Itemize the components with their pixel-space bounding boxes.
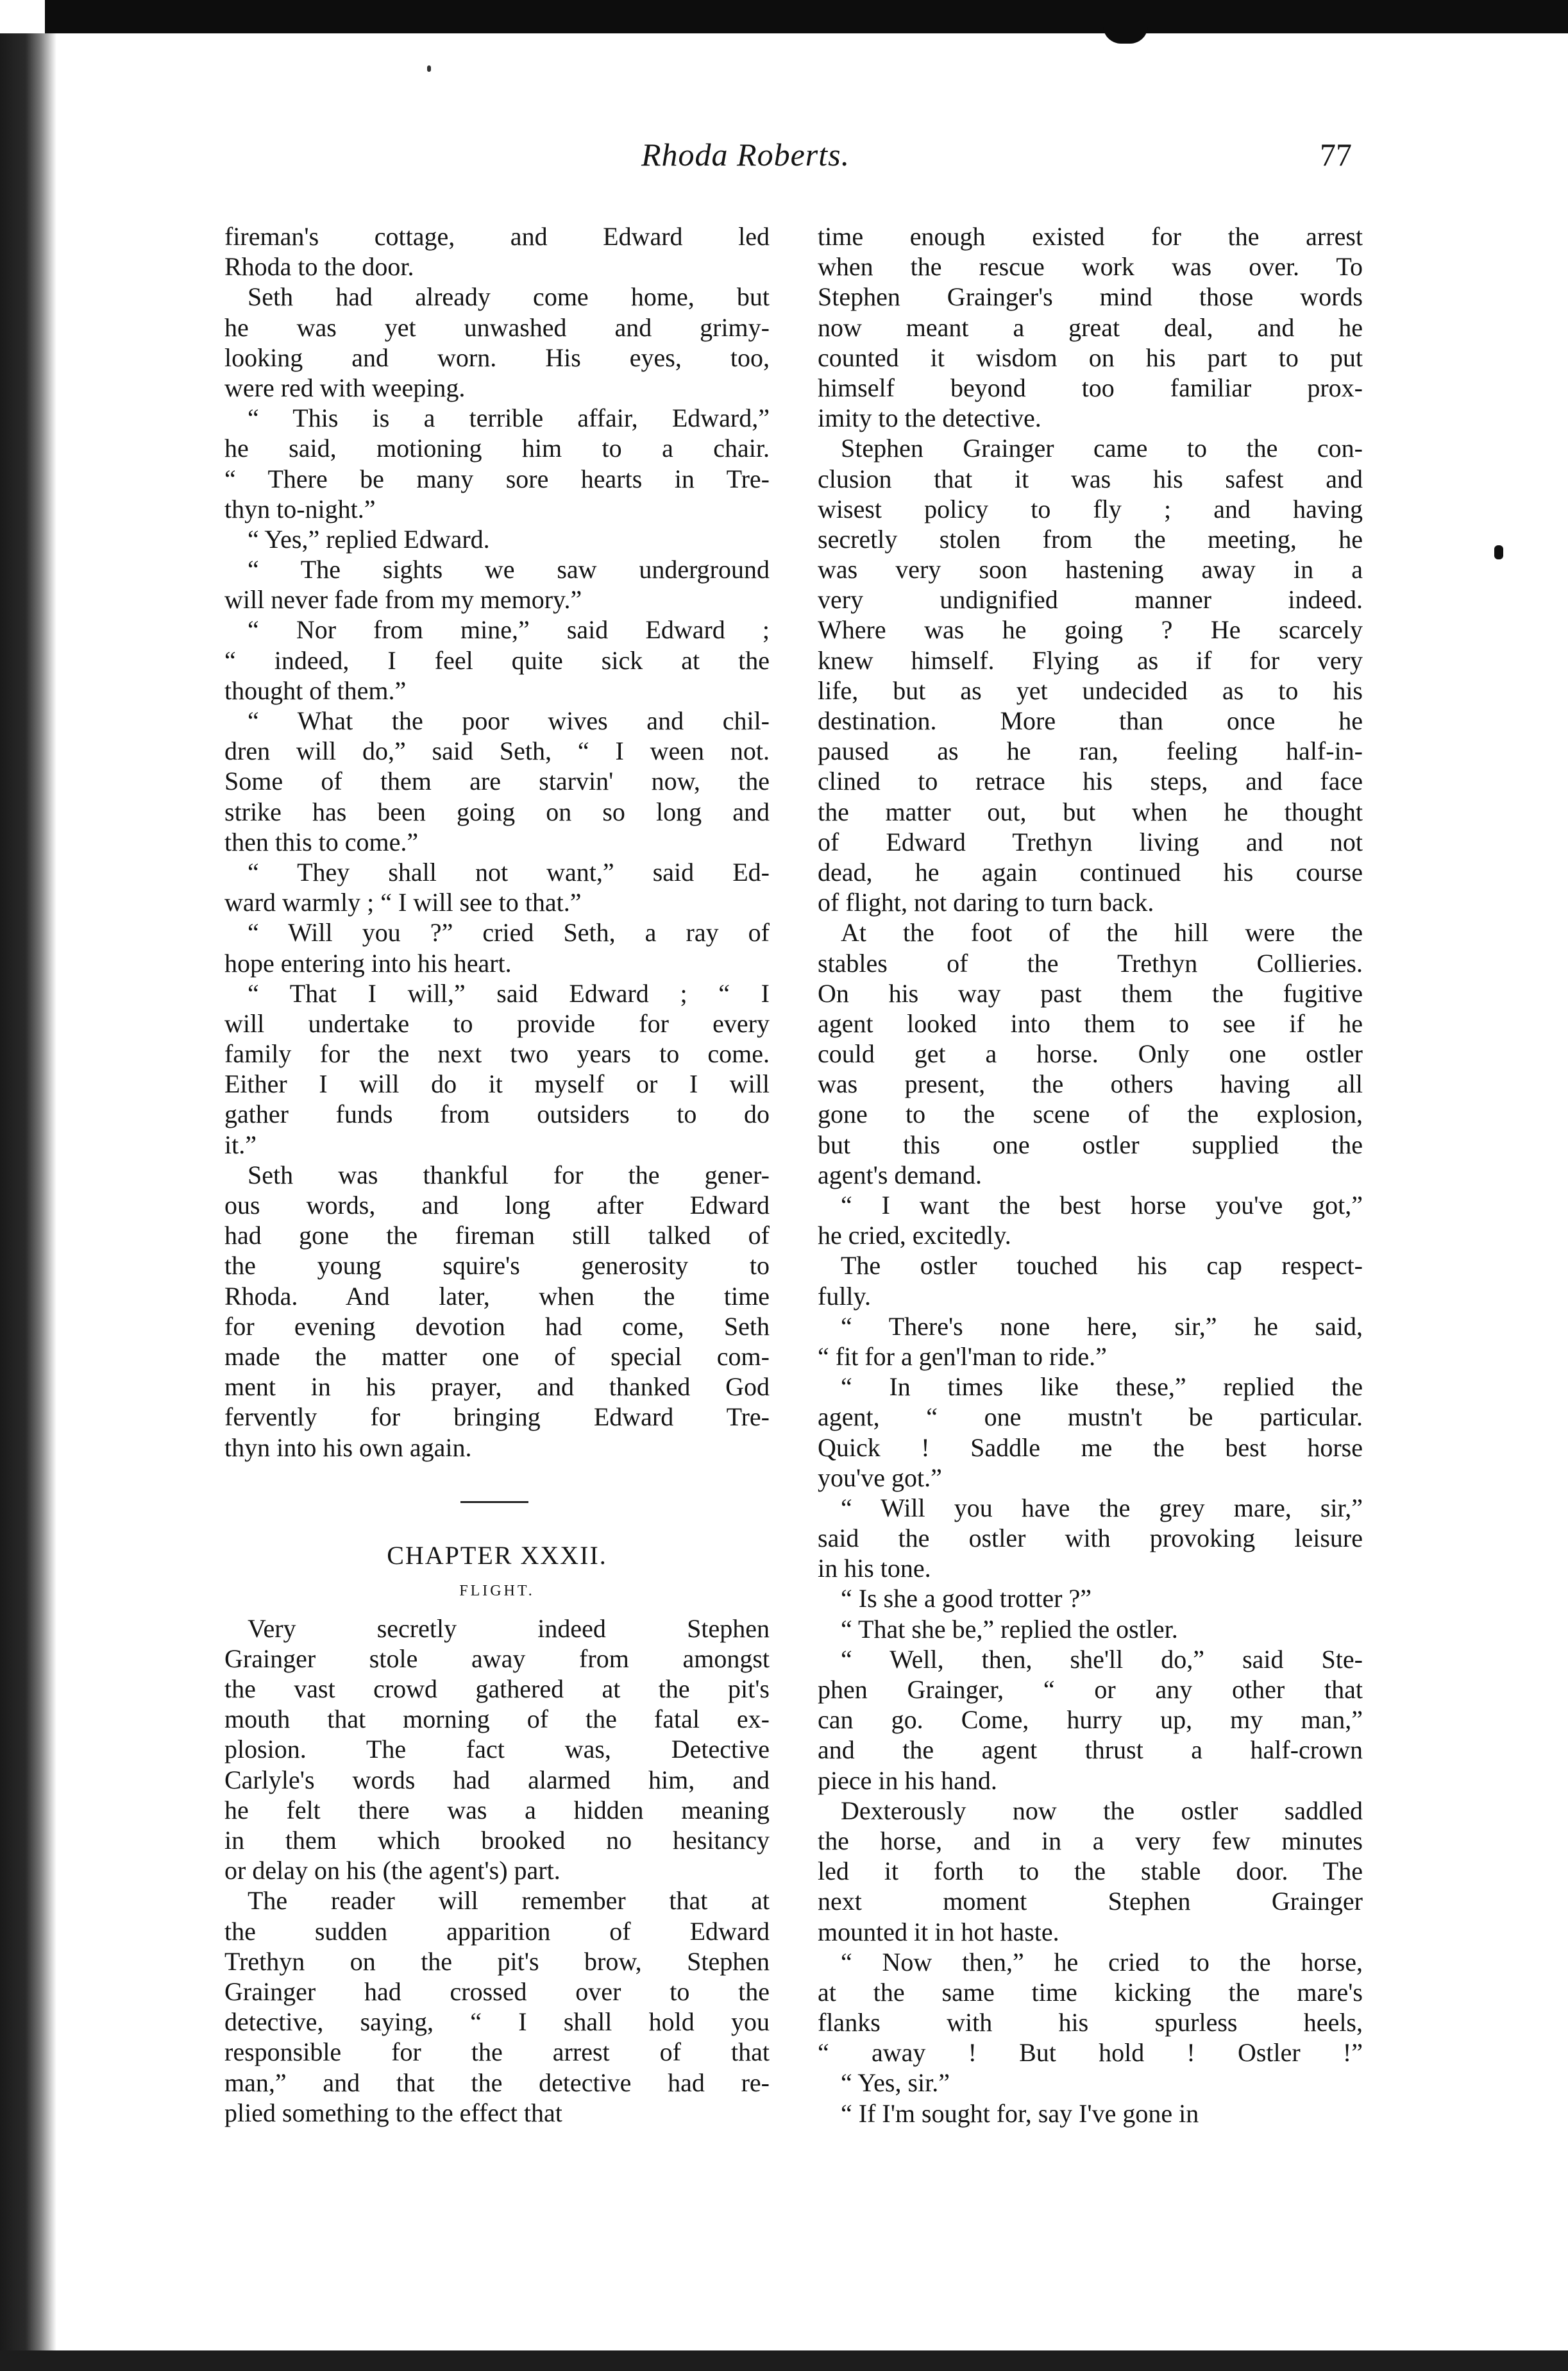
text-line: had gone the fireman still talked of	[224, 1221, 770, 1250]
text-line: when the rescue work was over. To	[818, 252, 1363, 282]
text-line: gone to the scene of the explosion,	[818, 1100, 1363, 1129]
scan-binding-shadow	[0, 33, 58, 2371]
text-line: could get a horse. Only one ostler	[818, 1039, 1363, 1069]
text-line: you've got.”	[818, 1463, 942, 1492]
text-line: he felt there was a hidden meaning	[224, 1795, 770, 1824]
text-line: dead, he again continued his course	[818, 857, 1363, 887]
text-line: clined to retrace his steps, and face	[818, 767, 1363, 796]
text-line: fireman's cottage, and Edward led	[224, 222, 770, 251]
running-head	[0, 136, 1568, 194]
text-line: man,” and that the detective had re-	[224, 2068, 770, 2097]
text-line: Dexterously now the ostler saddled	[841, 1796, 1363, 1825]
scan-top-border	[45, 0, 1568, 33]
text-line: it.”	[224, 1130, 257, 1159]
text-line: thought of them.”	[224, 676, 407, 705]
text-line: “ Will you have the grey mare, sir,”	[841, 1493, 1363, 1522]
left-column	[224, 221, 770, 2128]
ink-speck	[1494, 545, 1503, 559]
text-line: wisest policy to fly ; and having	[818, 494, 1363, 523]
text-line: At the foot of the hill were the	[841, 918, 1363, 948]
text-line: “ Yes, sir.”	[841, 2068, 950, 2098]
text-line: “ In times like these,” replied the	[841, 1372, 1363, 1402]
text-line: fervently for bringing Edward Tre-	[224, 1402, 770, 1432]
text-line: Some of them are starvin' now, the	[224, 767, 770, 796]
text-line: clusion that it was his safest and	[818, 464, 1363, 493]
text-line: the horse, and in a very few minutes	[818, 1826, 1363, 1855]
text-line: “ fit for a gen'l'man to ride.”	[818, 1341, 1107, 1371]
text-line: said the ostler with provoking leisure	[818, 1524, 1363, 1553]
text-line: then this to come.”	[224, 827, 419, 856]
text-line: agent, “ one mustn't be particular.	[818, 1402, 1363, 1432]
text-line: counted it wisdom on his part to put	[818, 343, 1363, 372]
text-line: responsible for the arrest of that	[224, 2037, 770, 2067]
text-line: Stephen Grainger came to the con-	[841, 434, 1363, 463]
text-line: Carlyle's words had alarmed him, and	[224, 1765, 770, 1794]
text-line: imity to the detective.	[818, 404, 1041, 433]
text-line: dren will do,” said Seth, “ I ween not.	[224, 736, 770, 766]
text-line: he cried, excitedly.	[818, 1221, 1011, 1250]
text-line: “ If I'm sought for, say I've gone in	[841, 2098, 1199, 2128]
text-line: thyn into his own again.	[224, 1432, 472, 1462]
text-line: “ What the poor wives and chil-	[248, 706, 770, 735]
text-line: Seth was thankful for the gener-	[248, 1160, 770, 1189]
text-line: plosion. The fact was, Detective	[224, 1735, 770, 1764]
text-line: will never fade from my memory.”	[224, 585, 582, 615]
text-line: Grainger had crossed over to the	[224, 1976, 770, 2006]
text-line: “ Now then,” he cried to the horse,	[841, 1947, 1363, 1976]
text-line: agent's demand.	[818, 1160, 982, 1189]
scan-top-mark	[1103, 26, 1148, 44]
left-column-text	[224, 221, 770, 1463]
text-line: agent looked into them to see if he	[818, 1008, 1363, 1038]
ink-speck-small	[427, 65, 431, 72]
text-line: The reader will remember that at	[248, 1886, 770, 1916]
text-line: “ Yes,” replied Edward.	[248, 524, 490, 554]
text-line: Where was he going ? He scarcely	[818, 615, 1363, 645]
text-line: phen Grainger, “ or any other that	[818, 1675, 1363, 1704]
text-line: he said, motioning him to a chair.	[224, 434, 770, 463]
text-line: “ away ! But hold ! Ostler !”	[818, 2038, 1363, 2068]
text-line: plied something to the effect that	[224, 2098, 562, 2127]
text-line: “ Will you ?” cried Seth, a ray of	[248, 918, 770, 948]
text-line: very undignified manner indeed.	[818, 585, 1363, 615]
text-line: Either I will do it myself or I will	[224, 1069, 770, 1099]
text-line: of flight, not daring to turn back.	[818, 888, 1154, 917]
page-number: 77	[1320, 137, 1352, 173]
text-line: The ostler touched his cap respect-	[841, 1251, 1363, 1280]
text-line: at the same time kicking the mare's	[818, 1977, 1363, 2007]
text-line: will undertake to provide for every	[224, 1008, 770, 1038]
chapter-subtitle: FLIGHT.	[459, 1582, 535, 1599]
text-line: looking and worn. His eyes, too,	[224, 343, 770, 372]
text-line: On his way past them the fugitive	[818, 978, 1363, 1008]
text-line: for evening devotion had come, Seth	[224, 1311, 770, 1341]
text-line: hope entering into his heart.	[224, 948, 512, 978]
text-line: “ Is she a good trotter ?”	[841, 1584, 1092, 1613]
text-line: piece in his hand.	[818, 1765, 997, 1795]
text-line: mouth that morning of the fatal ex-	[224, 1704, 770, 1734]
text-line: and the agent thrust a half-crown	[818, 1735, 1363, 1765]
text-line: the young squire's generosity to	[224, 1251, 770, 1280]
text-line: family for the next two years to come.	[224, 1039, 770, 1069]
text-line: detective, saying, “ I shall hold you	[224, 2007, 770, 2037]
text-line: Very secretly indeed Stephen	[248, 1613, 770, 1643]
text-line: Quick ! Saddle me the best horse	[818, 1432, 1363, 1462]
text-line: in them which brooked no hesitancy	[224, 1826, 770, 1855]
text-line: Rhoda to the door.	[224, 252, 414, 282]
running-title: Rhoda Roberts.	[641, 137, 850, 173]
text-line: flanks with his spurless heels,	[818, 2008, 1363, 2037]
text-line: Rhoda. And later, when the time	[224, 1281, 770, 1311]
text-line: “ This is a terrible affair, Edward,”	[248, 404, 770, 433]
text-line: the sudden apparition of Edward	[224, 1916, 770, 1946]
text-line: made the matter one of special com-	[224, 1341, 770, 1371]
text-line: “ That I will,” said Edward ; “ I	[248, 978, 770, 1008]
text-line: he was yet unwashed and grimy-	[224, 312, 770, 342]
text-line: was present, the others having all	[818, 1069, 1363, 1099]
chapter-divider	[460, 1501, 528, 1503]
text-line: destination. More than once he	[818, 706, 1363, 735]
scan-bottom-border	[0, 2350, 1568, 2371]
text-line: or delay on his (the agent's) part.	[224, 1856, 561, 1885]
text-line: the vast crowd gathered at the pit's	[224, 1674, 770, 1704]
text-line: mounted it in hot haste.	[818, 1917, 1059, 1946]
text-line: strike has been going on so long and	[224, 797, 770, 826]
text-line: Grainger stole away from amongst	[224, 1644, 770, 1673]
text-line: ous words, and long after Edward	[224, 1191, 770, 1219]
text-line: was very soon hastening away in a	[818, 555, 1363, 584]
text-line: himself beyond too familiar prox-	[818, 373, 1363, 402]
chapter-text	[224, 1613, 770, 2128]
text-line: “ There be many sore hearts in Tre-	[224, 464, 770, 493]
text-line: next moment Stephen Grainger	[818, 1887, 1363, 1916]
text-line: knew himself. Flying as if for very	[818, 645, 1363, 675]
text-line: fully.	[818, 1281, 871, 1311]
text-line: thyn to-night.”	[224, 494, 376, 523]
text-line: of Edward Trethyn living and not	[818, 827, 1363, 856]
text-line: “ That she be,” replied the ostler.	[841, 1614, 1178, 1644]
text-line: but this one ostler supplied the	[818, 1130, 1363, 1159]
chapter-heading: CHAPTER XXXII.	[387, 1540, 607, 1570]
right-column	[818, 221, 1363, 2129]
text-line: “ I want the best horse you've got,”	[841, 1191, 1363, 1219]
text-line: Trethyn on the pit's brow, Stephen	[224, 1946, 770, 1976]
text-line: “ indeed, I feel quite sick at the	[224, 645, 770, 675]
text-line: time enough existed for the arrest	[818, 222, 1363, 251]
text-line: “ Nor from mine,” said Edward ;	[248, 615, 770, 645]
text-line: led it forth to the stable door. The	[818, 1857, 1363, 1886]
text-line: were red with weeping.	[224, 373, 466, 402]
text-line: the matter out, but when he thought	[818, 797, 1363, 826]
text-line: Seth had already come home, but	[248, 282, 770, 312]
text-line: “ Well, then, she'll do,” said Ste-	[841, 1644, 1363, 1674]
text-line: in his tone.	[818, 1554, 931, 1583]
text-line: Stephen Grainger's mind those words	[818, 282, 1363, 312]
text-line: gather funds from outsiders to do	[224, 1100, 770, 1129]
text-line: “ The sights we saw underground	[248, 555, 770, 584]
right-column-text	[818, 221, 1363, 2129]
text-line: “ They shall not want,” said Ed-	[248, 857, 770, 887]
text-line: stables of the Trethyn Collieries.	[818, 948, 1363, 978]
text-line: ward warmly ; “ I will see to that.”	[224, 888, 582, 917]
text-line: ment in his prayer, and thanked God	[224, 1372, 770, 1402]
text-line: can go. Come, hurry up, my man,”	[818, 1705, 1363, 1735]
text-line: now meant a great deal, and he	[818, 312, 1363, 342]
text-line: secretly stolen from the meeting, he	[818, 524, 1363, 554]
text-line: life, but as yet undecided as to his	[818, 676, 1363, 705]
text-line: paused as he ran, feeling half-in-	[818, 736, 1363, 766]
text-line: “ There's none here, sir,” he said,	[841, 1311, 1363, 1341]
